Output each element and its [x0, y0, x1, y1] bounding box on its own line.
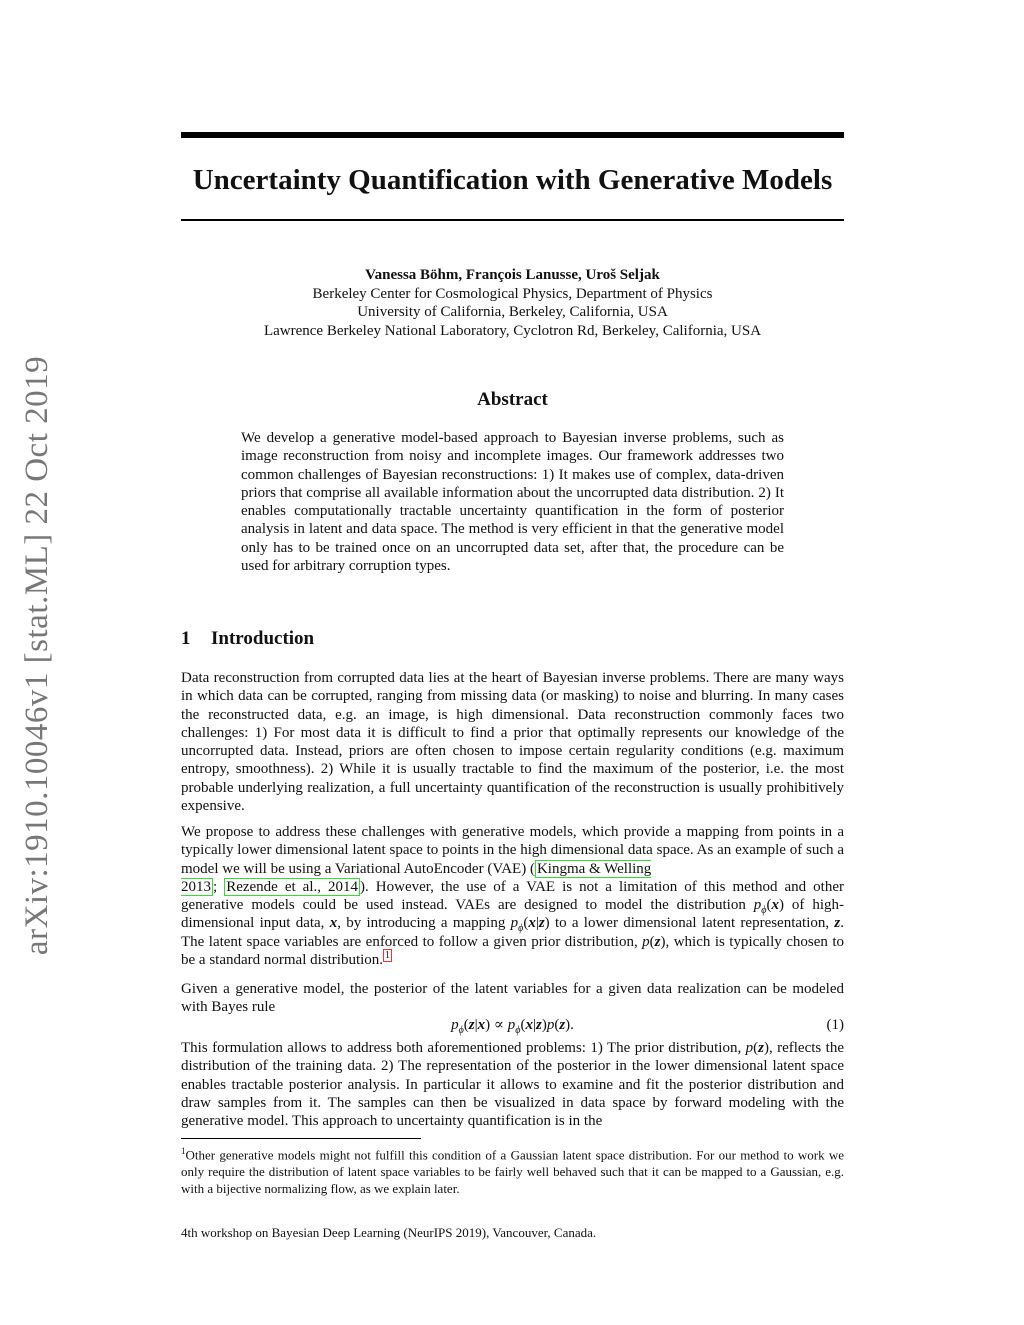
- math-p-phi-x-given-z: $p_\phi(x|z)$: [510, 915, 550, 935]
- math-p-phi-x: $p_\phi(x)$: [753, 897, 784, 917]
- math-p-z: p(z): [745, 1040, 769, 1056]
- venue-note: 4th workshop on Bayesian Deep Learning (NeurIPS 2019), Vancouver, Canada.: [181, 1225, 597, 1240]
- abstract-text: We develop a generative model-based approach to Bayesian inverse problems, such as image reconstruction from noisy and incomplete images. Our framework addresses two common challenges of Bayesian reconstructions: 1) It makes use of complex, data-driven priors that comprise all available information about the uncorrupted data distribution. 2) It enables computationally tractable uncertainty quantification in the form of posterior analysis in latent and data space. The method is very efficient in that the generative model only has to be trained once on an uncorrupted data set, after that, the procedure can be used for arbitrary corruption types.: [241, 430, 784, 575]
- intro-paragraph-4: This formulation allows to address both aforementioned problems: 1) The prior distribution, p(z), reflects the distribution of the training data. 2) The representation of the posterior in the lower dimensional latent space enables tractable posterior analysis. In particular it allows to examine and fit the posterior distribution and draw samples from it. The samples can then be visualized in data space by forward modeling with the generative model. This approach to uncertainty quantification is in the: [181, 1040, 844, 1130]
- affiliation-line: Berkeley Center for Cosmological Physics, Department of Physics: [312, 285, 713, 302]
- affiliation-line: University of California, Berkeley, California, USA: [357, 304, 668, 320]
- section-title: Introduction: [211, 628, 315, 649]
- title-bottom-rule: [181, 219, 844, 221]
- math-z: z: [834, 915, 841, 932]
- authors: Vanessa Böhm, François Lanusse, Uroš Seljak: [365, 267, 660, 283]
- intro-paragraph-1: Data reconstruction from corrupted data lies at the heart of Bayesian inverse problems. There are many ways in which data can be corrupted, ranging from missing data (or masking) to noise and blurring. In many cases the reconstructed data, e.g. an image, is high dimensional. Data reconstruction commonly faces two challenges: 1) For most data it is difficult to find a prior that optimally represents our knowledge of the uncorrupted data. Instead, priors are often chosen to impose certain regularity conditions (e.g. maximum entropy, smoothness). 2) While it is usually tractable to find the maximum of the posterior, i.e. the most probable underlying realization, a full uncertainty quantification of the reconstruction is usually prohibitively expensive.: [181, 670, 844, 815]
- footnote-rule: [181, 1138, 421, 1139]
- citation-link-kingma[interactable]: Kingma & Welling 2013: [181, 860, 652, 895]
- footnote: [181, 1143, 844, 1197]
- footnote-text: Other generative models might not fulfill this condition of a Gaussian latent space distribution. For our method to work we only require the distribution of latent space variables to be fairly well behaved such that it can be mapped to a Gaussian, e.g. with a bijective normalizing flow, as we explain later.: [181, 1147, 844, 1197]
- equation-number: (1): [826, 1017, 844, 1033]
- author-block: [181, 266, 844, 340]
- arxiv-stamp: [10, 350, 66, 960]
- arxiv-stamp-text: arXiv:1910.10046v1 [stat.ML] 22 Oct 2019: [19, 355, 56, 955]
- abstract-heading: Abstract: [477, 389, 548, 410]
- title-top-rule: [181, 132, 844, 138]
- section-number: 1: [181, 628, 191, 649]
- math-x: x: [329, 915, 338, 932]
- affiliation-line: Lawrence Berkeley National Laboratory, Cyclotron Rd, Berkeley, California, USA: [263, 322, 762, 339]
- intro-paragraph-2: We propose to address these challenges with generative models, which provide a mapping from points in a typically lower dimensional latent space to points in the high dimensional data space. As an example of such a model we will be using a Variational AutoEncoder (VAE) ( Kingma & Welling 2013 ; Rezende et al., 2014 ). However, the use of a VAE is not a limitation of this method and other generative models could be used instead. VAEs are designed to model the distribution $p_\phi(x)$ of high-dimensional input data, x, by introducing a mapping $p_\phi(x|z)$ to a lower dimensional latent representation, z. The latent space variables are enforced to follow a given prior distribution, p(z), which is typically chosen to be a standard normal distribution. $^1$: [181, 824, 845, 969]
- paper-title: Uncertainty Quantification with Generative Models: [192, 164, 833, 196]
- intro-paragraph-3: Given a generative model, the posterior of the latent variables for a given data realization can be modeled with Bayes rule: [181, 981, 844, 1016]
- section-heading: [181, 626, 844, 652]
- citation-link-rezende[interactable]: Rezende et al., 2014: [226, 878, 359, 895]
- equation-body: $p_\phi(z|x) \propto p_\phi(x|z)p(z)$.: [451, 1017, 574, 1036]
- footnote-marker: 1: [181, 1146, 186, 1156]
- footnote-ref-link[interactable]: 1: [385, 950, 391, 962]
- math-p-z: p(z): [642, 933, 666, 950]
- equation-1: [181, 1015, 844, 1035]
